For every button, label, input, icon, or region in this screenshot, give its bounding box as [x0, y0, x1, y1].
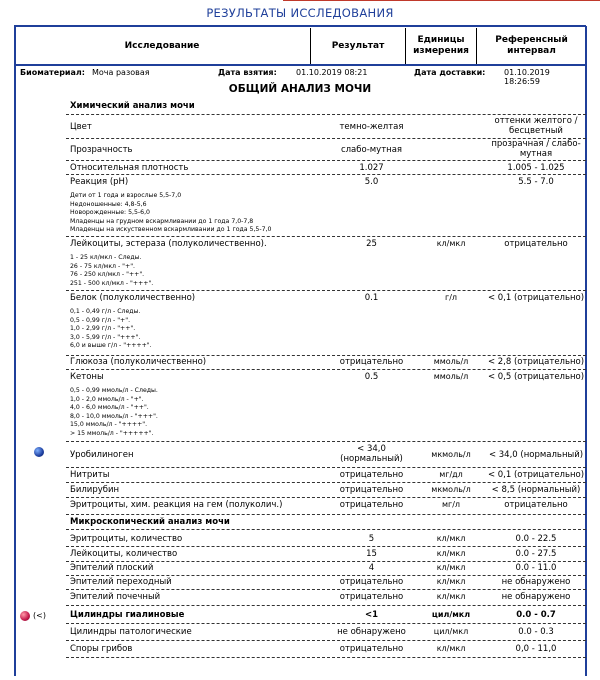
row-name: Кетоны: [70, 372, 104, 382]
note-line: 26 - 75 кл/мкл - "+".: [70, 262, 136, 270]
row-name: Лейкоциты, эстераза (полуколичественно).: [70, 239, 267, 249]
row-unit: мкмоль/л: [431, 450, 471, 459]
group-title: Химический анализ мочи: [70, 101, 195, 111]
row-unit: г/л: [444, 293, 457, 302]
row-unit: кл/мкл: [436, 563, 466, 572]
row-name: Споры грибов: [70, 644, 133, 654]
table-header: [14, 28, 586, 64]
group-title: Микроскопический анализ мочи: [70, 517, 230, 527]
row-unit: кл/мкл: [436, 534, 466, 543]
row-reference: 0.0 - 11.0: [515, 563, 557, 573]
biomaterial-label: Биоматериал:: [20, 68, 85, 77]
table-row: [66, 624, 586, 641]
row-name: Прозрачность: [70, 145, 133, 155]
row-result: отрицательно: [339, 592, 404, 602]
row-name: Эпителий переходный: [70, 577, 172, 587]
taken-label: Дата взятия:: [218, 68, 277, 77]
table-row: [66, 291, 586, 356]
row-reference: не обнаружено: [501, 577, 571, 587]
note-line: 8,0 - 10,0 ммоль/л - "+++".: [70, 412, 158, 420]
row-name: Эритроциты, количество: [70, 534, 183, 544]
row-result: 1.027: [359, 163, 384, 173]
table-row: [66, 530, 586, 547]
note-line: 0,5 - 0,99 ммоль/л - Следы.: [70, 387, 158, 394]
note-line: > 15 ммоль/л - "+++++".: [70, 429, 154, 437]
table-row: [66, 641, 586, 658]
group-header-chemical: [66, 99, 586, 115]
col-result: Результат: [331, 40, 385, 51]
row-name: Белок (полуколичественно): [70, 293, 196, 303]
col-reference: Референсный интервал: [495, 35, 568, 56]
row-name: Цилиндры патологические: [70, 627, 192, 637]
row-reference: 1.005 - 1.025: [507, 163, 565, 173]
table-row: [66, 175, 586, 237]
delivered-label: Дата доставки:: [414, 68, 486, 77]
row-reference: не обнаружено: [501, 592, 571, 602]
table-row: [66, 498, 586, 515]
table-row: [66, 590, 586, 606]
row-reference: 0,0 - 11,0: [515, 644, 557, 654]
note-line: 0,1 - 0,49 г/л - Следы.: [70, 308, 141, 315]
alert-marker-red: [20, 611, 30, 621]
row-name: Эпителий почечный: [70, 592, 161, 602]
row-reference: оттенки желтого / бесцветный: [494, 116, 578, 136]
row-unit: мг/л: [441, 500, 461, 509]
table-row: [66, 576, 586, 590]
row-result: отрицательно: [339, 357, 404, 367]
row-reference: 0.0 - 27.5: [515, 549, 557, 559]
row-result: <1: [364, 610, 379, 620]
row-unit: мкмоль/л: [431, 485, 471, 494]
note-line: 1,0 - 2,0 ммоль/л - "+".: [70, 395, 144, 403]
row-result: отрицательно: [339, 485, 404, 495]
row-unit: кл/мкл: [436, 549, 466, 558]
taken-value: 01.10.2019 08:21: [296, 68, 368, 77]
row-reference: < 8,5 (нормальный): [491, 485, 581, 495]
table-row: [66, 606, 586, 624]
row-notes: [70, 254, 153, 288]
note-line: Недоношенные: 4,8-5,6: [70, 200, 147, 208]
row-result: отрицательно: [339, 644, 404, 654]
note-line: 15,0 ммоль/л - "++++".: [70, 421, 148, 428]
table-row: [66, 356, 586, 370]
note-line: Новорожденные: 5,5-6,0: [70, 209, 150, 216]
note-line: Дети от 1 года и взрослые 5,5-7,0: [70, 192, 182, 199]
group-header-microscopic: [66, 515, 586, 530]
row-notes: [70, 308, 152, 351]
table-row: [66, 468, 586, 483]
row-unit: мг/дл: [439, 470, 463, 479]
table-row: [66, 115, 586, 139]
row-reference: 0.0 - 22.5: [515, 534, 557, 544]
row-result: 4: [368, 563, 375, 573]
specimen-info: [20, 66, 586, 86]
row-name: Глюкоза (полуколичественно): [70, 357, 207, 367]
table-row: [66, 547, 586, 562]
row-unit: цил/мкл: [431, 610, 471, 619]
note-line: 1 - 25 кл/мкл - Следы.: [70, 254, 142, 261]
row-result: < 34,0 (нормальный): [340, 444, 403, 464]
row-reference: < 2,8 (отрицательно): [487, 357, 585, 367]
table-row: [66, 161, 586, 175]
row-reference: 5.5 - 7.0: [518, 177, 554, 187]
note-line: Младенцы на искуственном вскармливании до 1 года 5,5-7,0: [70, 226, 272, 233]
section-title: ОБЩИЙ АНАЛИЗ МОЧИ: [228, 83, 372, 95]
row-name: Нитриты: [70, 470, 110, 480]
note-line: 4,0 - 6,0 ммоль/л - "++".: [70, 404, 149, 411]
table-row: [66, 483, 586, 498]
row-unit: ммоль/л: [433, 372, 469, 381]
biomaterial-value: Моча разовая: [92, 68, 150, 77]
row-name: Эритроциты, хим. реакция на гем (полуколич.): [70, 500, 283, 510]
deviation-flag: (<): [33, 611, 46, 620]
row-result: слабо-мутная: [340, 145, 403, 155]
row-reference: прозрачная / слабо-мутная: [491, 139, 581, 159]
row-result: не обнаружено: [337, 627, 406, 637]
row-result: темно-желтая: [339, 122, 404, 132]
table-row: [66, 139, 586, 161]
col-study: Исследование: [124, 40, 200, 51]
row-result: отрицательно: [339, 470, 404, 480]
row-name: Относительная плотность: [70, 163, 189, 173]
row-reference: отрицательно: [504, 500, 568, 510]
row-unit: кл/мкл: [436, 592, 466, 601]
row-unit: кл/мкл: [436, 644, 466, 653]
row-name: Цвет: [70, 122, 92, 132]
table-row: [66, 562, 586, 576]
table-row: [66, 237, 586, 291]
delivered-value: 01.10.2019 18:26:59: [504, 68, 550, 86]
row-notes: [70, 192, 271, 235]
row-result: отрицательно: [339, 500, 404, 510]
note-line: 0,5 - 0,99 г/л - "+".: [70, 316, 131, 324]
top-red-rule: [283, 0, 600, 1]
row-reference: < 34,0 (нормальный): [488, 450, 584, 460]
row-result: 0.1: [364, 293, 379, 303]
row-result: 25: [366, 239, 377, 249]
row-result: 5.0: [364, 177, 379, 187]
row-unit: кл/мкл: [436, 577, 466, 586]
row-result: отрицательно: [339, 577, 404, 587]
frame-top-line: [14, 25, 586, 27]
row-result: 0.5: [364, 372, 379, 382]
row-reference: отрицательно: [504, 239, 568, 249]
page-title: РЕЗУЛЬТАТЫ ИССЛЕДОВАНИЯ: [206, 6, 394, 20]
row-name: Уробилиноген: [70, 450, 134, 460]
note-line: 3,0 - 5,99 г/л - "+++".: [70, 333, 141, 341]
row-reference: < 0,1 (отрицательно): [487, 293, 585, 303]
row-unit: цил/мкл: [433, 627, 469, 636]
row-reference: < 0,5 (отрицательно): [487, 372, 585, 382]
row-reference: < 0,1 (отрицательно): [487, 470, 585, 480]
table-row: [66, 370, 586, 442]
note-line: Младенцы на грудном вскармливании до 1 года 7,0-7,8: [70, 217, 254, 225]
row-notes: [70, 387, 158, 438]
row-unit: ммоль/л: [433, 357, 469, 366]
note-line: 251 - 500 кл/мкл - "+++".: [70, 279, 154, 287]
row-name: Эпителий плоский: [70, 563, 154, 573]
row-result: 15: [366, 549, 377, 559]
table-row: [66, 442, 586, 468]
row-result: 5: [368, 534, 375, 544]
col-units: Единицы измерения: [413, 35, 469, 56]
row-reference: 0.0 - 0.7: [516, 610, 556, 620]
row-unit: кл/мкл: [436, 239, 466, 248]
row-name: Реакция (pH): [70, 177, 129, 187]
row-reference: 0.0 - 0.3: [518, 627, 554, 637]
note-line: 6,0 и выше г/л - "++++".: [70, 342, 152, 349]
info-marker-blue: [34, 447, 44, 457]
row-name: Лейкоциты, количество: [70, 549, 178, 559]
row-name: Цилиндры гиалиновые: [70, 610, 185, 620]
note-line: 1,0 - 2,99 г/л - "++".: [70, 325, 136, 332]
frame-left-line: [14, 26, 16, 676]
row-name: Билирубин: [70, 485, 120, 495]
note-line: 76 - 250 кл/мкл - "++".: [70, 271, 145, 278]
